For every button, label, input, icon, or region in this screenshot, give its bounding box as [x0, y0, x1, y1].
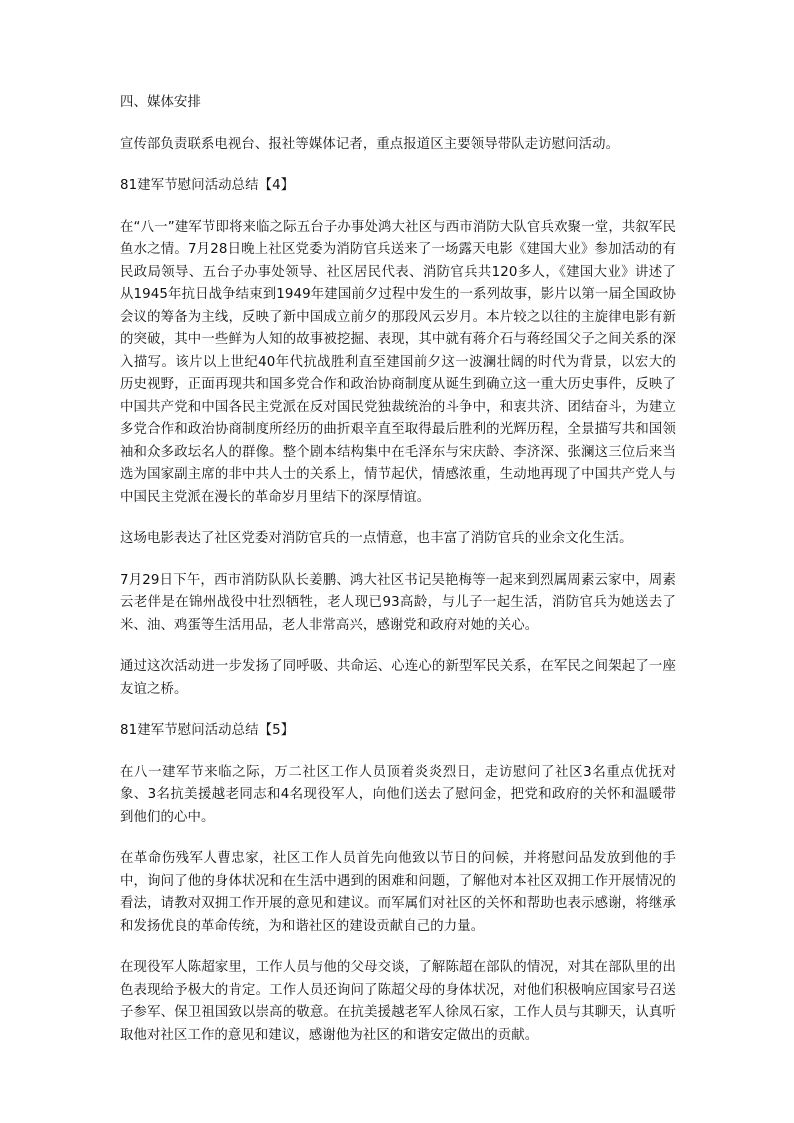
summary-5-paragraph-3: 在现役军人陈超家里，工作人员与他的父母交谈，了解陈超在部队的情况，对其在部队里的出色表现给予极大的肯定。工作人员还询问了陈超父母的身体状况，对他们积极响应国家号召送子参军、保卫祖国致以崇高的敬意。在抗美援越老军人徐凤石家，工作人员与其聊天，认真听取他对社区工作的意见和建议，感谢他为社区的和谐安定做出的贡献。 — [120, 960, 676, 1043]
paragraph-media-arrangement: 宣传部负责联系电视台、报社等媒体记者，重点报道区主要领导带队走访慰问活动。 — [120, 136, 620, 152]
section-heading: 四、媒体安排 — [120, 95, 201, 110]
summary-4-paragraph-4: 通过这次活动进一步发扬了同呼吸、共命运、心连心的新型军民关系，在军民之间架起了一座友谊之桥。 — [120, 659, 676, 697]
document-page — [120, 92, 676, 1066]
summary-4-paragraph-2: 这场电影表达了社区党委对消防官兵的一点情意，也丰富了消防官兵的业余文化生活。 — [120, 531, 633, 546]
summary-4-paragraph-1: 在“八一”建军节即将来临之际五台子办事处鸿大社区与西市消防大队官兵欢聚一堂，共叙军民鱼水之情。7月28日晚上社区党委为消防官兵送来了一场露天电影《建国大业》参加活动的有民政局领导、五台子办事处领导、社区居民代表、消防官兵共120多人，《建国大业》讲述了从1945年抗日战争结束到1949年建国前夕过程中发生的一系列故事，影片以第一届全国政协会议的筹备为主线，反映了新中国成立前夕的那段风云岁月。本片较之以往的主旋律电影有新的突破，其中一些鲜为人知的故事被挖掘、表现，其中就有蒋介石与蒋经国父子之间关系的深入描写。该片以上世纪40年代抗战胜利直至建国前夕这一波澜壮阔的时代为背景，以宏大的历史视野，正面再现共和国多党合作和政治协商制度从诞生到确立这一重大历史事件，反映了中国共产党和中国各民主党派在反对国民党独裁统治的斗争中，和衷共济、团结奋斗，为建立多党合作和政治协商制度所经历的曲折艰辛直至取得最后胜利的光辉历程，全景描写共和国领袖和众多政坛名人的群像。整个剧本结构集中在毛泽东与宋庆龄、李济深、张澜这三位后来当选为国家副主席的非中共人士的关系上，情节起伏，情感浓重，生动地再现了中国共产党人与中国民主党派在漫长的革命岁月里结下的深厚情谊。 — [120, 219, 676, 505]
summary-4-paragraph-3: 7月29日下午，西市消防队队长姜鹏、鸿大社区书记吴艳梅等一起来到烈属周素云家中，周素云老伴是在锦州战役中壮烈牺牲，老人现已93高龄，与儿子一起生活，消防官兵为她送去了米、油、鸡蛋等生活用品，老人非常高兴，感谢党和政府对她的关心。 — [120, 572, 676, 633]
summary-5-title: 81建军节慰问活动总结【5】 — [120, 723, 295, 738]
summary-4-title: 81建军节慰问活动总结【4】 — [120, 178, 295, 193]
summary-5-paragraph-1: 在八一建军节来临之际，万二社区工作人员顶着炎炎烈日，走访慰问了社区3名重点优抚对象、3名抗美援越老同志和4名现役军人，向他们送去了慰问金，把党和政府的关怀和温暖带到他们的心中。 — [120, 764, 676, 825]
summary-5-paragraph-2: 在革命伤残军人曹忠家，社区工作人员首先向他致以节日的问候，并将慰问品发放到他的手中，询问了他的身体状况和在生活中遇到的困难和问题，了解他对本社区双拥工作开展情况的看法，请教对双拥工作开展的意见和建议。而军属们对社区的关怀和帮助也表示感谢，将继承和发扬优良的革命传统，为和谐社区的建设贡献自己的力量。 — [120, 851, 676, 934]
